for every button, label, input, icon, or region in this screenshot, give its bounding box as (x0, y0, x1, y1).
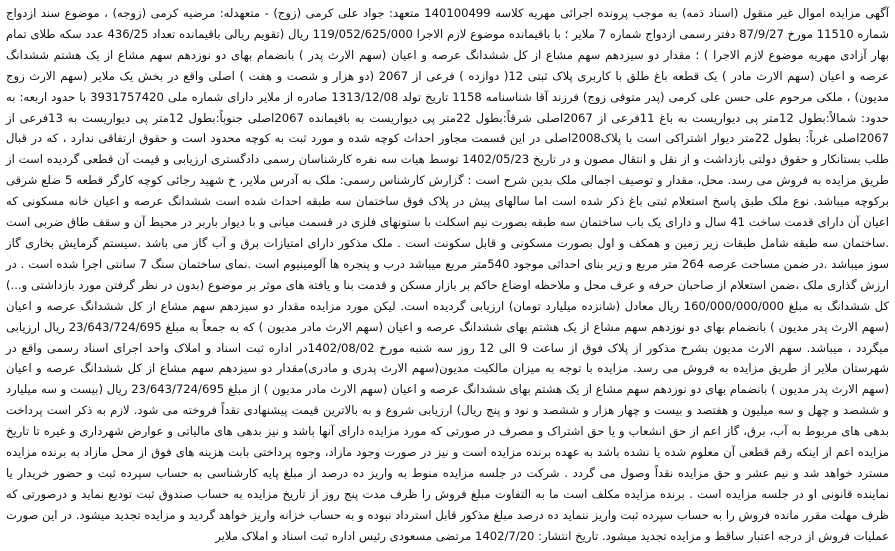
auction-notice-text: آگهی مزایده اموال غیر منقول (اسناد ذمه) به موجب پرونده اجرائی مهریه کلاسه 140100499 متعهد: جواد علی کرمی (زوج) - متعهدله: مرضیه کرمی (زوجه) ، موضوع سند ازدواج شماره 11510 مورخ 87/9/27 دفتر رسمی ازدواج شماره 7 ملایر ؛ با باقیمانده موضوع لازم الاجرا 119/052/625/000 ریال (تقویم ریالی باقیمانده تعداد 436/25 عدد سکه طلای تمام بهار آزادی مهریه موضوع لازم الاجرا ) ؛ مقدار دو سیزدهم سهم مشاع از کل ششدانگ عرصه و اعیان (سهم الارث پدر ) بانضمام بهای دو نوزدهم سهم مشاع از یک هشتم ششدانگ عرصه و اعیان (سهم الارث مادر ) یک قطعه باغ طلق با کاربری پلاک ثبتی 12( دوازده ) فرعی از 2067 (دو هزار و شصت و هفت ) اصلی واقع در بخش یک ملایر (سهم الارث زوج مدیون) ، ملکی مرحوم علی حسن علی کرمی (پدر متوفی زوج) فرزند آقا شناسنامه 1158 تاریخ تولد 1313/12/08 صادره از ملایر دارای شماره ملی 3931757420 با حدود اربعه: به حدود: شمالاً:بطول 12متر پی دیواریست به باغ 11فرعی از 2067اصلی شرقاً:بطول 22متر پی دیواریست به باقیمانده 2067اصلی جنوباً:بطول 12متر پی دیواریست به 13فرعی از 2067اصلی غرباً: بطول 22متر دیوار اشتراکی است با پلاک2008اصلی در این قسمت مجاور احداث کوچه شده و مورد ثبت به کوچه محدود است و حقوق ارتفاقی ندارد ، که در قبال طلب بستانکار و حقوق دولتی بازداشت و از نقل و انتقال مصون و در تاریخ 1402/05/23 توسط هیات سه نفره کارشناسان رسمی دادگستری ارزیابی و قیمت آن قطعی گردیده است از طریق مزایده به فروش می رسد. محل، مقدار و توصیف اجمالی ملک بدین شرح است : گزارش کارشناس رسمی: ملک به آدرس ملایر، خ شهید رجائی کوچه کارگر قطعه 5 ضلع شرقی برکوچه میباشد. نوع ملک طبق پاسخ استعلام ثبتی باغ ذکر شده است اما سالهای پیش در پلاک فوق ساختمان سه طبقه احداث شده است ششدانگ عرصه و اعیان خانه مسکونی که اعیان آن دارای قدمت ساخت 41 سال و دارای یک باب ساختمان سه طبقه بصورت نیم اسکلت با ستونهای فلزی در قسمت میانی و با دیوار باربر در محیط آن و سقف طاق ضربی است .ساختمان سه طبقه شامل طبقات زیر زمین و همکف و اول بصورت مسکونی و قابل سکونت است . ملک مذکور دارای امتیازات برق و آب گاز می باشد .سیستم گرمایش بخاری گاز سوز میباشد .در ضمن مساحت عرصه 264 متر مربع و زیر بنای احداثی موجود 540متر مربع میباشد درب و پنجره ها آلومینیوم است .نمای ساختمان سنگ 7 سانتی اجرا شده است . در ارزش گذاری ملک ،ضمن استعلام از صاحبان حرفه و عرف محل و ملاحظه اوضاع حاکم بر بازار مسکن و قدمت بنا و یافته های موثر بر موضوع (بدون در نظر گرفتن مورد بازداشتی و...) کل ششدانگ به مبلغ 160/000/000/000 ریال معادل (شانزده میلیارد تومان) ارزیابی گردیده است. لیکن مورد مزایده مقدار دو سیزدهم سهم مشاع از کل ششدانگ عرصه و اعیان (سهم الارث پدر مدیون ) بانضمام بهای دو نوزدهم سهم مشاع از یک هشتم بهای ششدانگ عرصه و اعیان (سهم الارث مادر مدیون ) که به جمعاً به مبلغ 23/643/724/695 ریال ارزیابی میگردد ، میباشد. سهم الارث مدیون بشرح مذکور از پلاک فوق از ساعت 9 الی 12 روز سه شنبه مورخ 1402/08/02در اداره ثبت اسناد و املاک واحد اجرای اسناد رسمی واقع در شهرستان ملایر از طریق مزایده به فروش می رسد. مزایده با توجه به میزان مالکیت مدیون(سهم الارث پدری و مادری)مقدار دو سیزدهم سهم مشاع از کل ششدانگ عرصه و اعیان (سهم الارث پدر مدیون ) بانضمام بهای دو نوزدهم سهم مشاع از یک هشتم بهای ششدانگ عرصه و اعیان (سهم الارث مادر مدیون ) از مبلغ 23/643/724/695 ریال (بیست و سه میلیارد و ششصد و چهل و سه میلیون و هفتصد و بیست و چهار هزار و ششصد و نود و پنج ریال) ارزیابی شروع و به بالاترین قیمت پیشنهادی نقداً فروخته می شود. لازم به ذکر است پرداخت بدهی های مربوط به آب، برق، گاز اعم از حق انشعاب و یا حق اشتراک و مصرف در صورتی که مورد مزایده دارای آنها باشد و نیز بدهی های مالیاتی و عوارض شهرداری و غیره تا تاریخ مزایده اعم از اینکه رقم قطعی آن معلوم شده یا نشده باشد به عهده برنده مزایده است و نیز در صورت وجود مازاد، وجوه پرداختی بابت هزینه های فوق از محل مازاد به برنده مزایده مسترد خواهد شد و نیم عشر و حق مزایده نقداً وصول می گردد . شرکت در جلسه مزایده منوط به واریز ده درصد از مبلغ پایه کارشناسی به حساب سپرده ثبت و حضور خریدار یا نماینده قانونی او در جلسه مزایده است . برنده مزایده مکلف است ما به التفاوت مبلغ فروش را ظرف مدت پنج روز از تاریخ مزایده به حساب صندوق ثبت تودیع نماید و درصورتی که ظرف مهلت مقرر مانده فروش را به حساب سپرده ثبت واریز ننماید ده درصد مبلغ مذکور قابل استرداد نبوده و به حساب خزانه واریز خواهد گردید و مزایده تجدید میشود. در این صورت عملیات فروش از درجه اعتبار ساقط و مزایده تجدید میشود. تاریخ انتشار: 1402/7/20 مرتضی مسعودی رئیس اداره ثبت اسناد و املاک ملایر (6, 6, 890, 543)
